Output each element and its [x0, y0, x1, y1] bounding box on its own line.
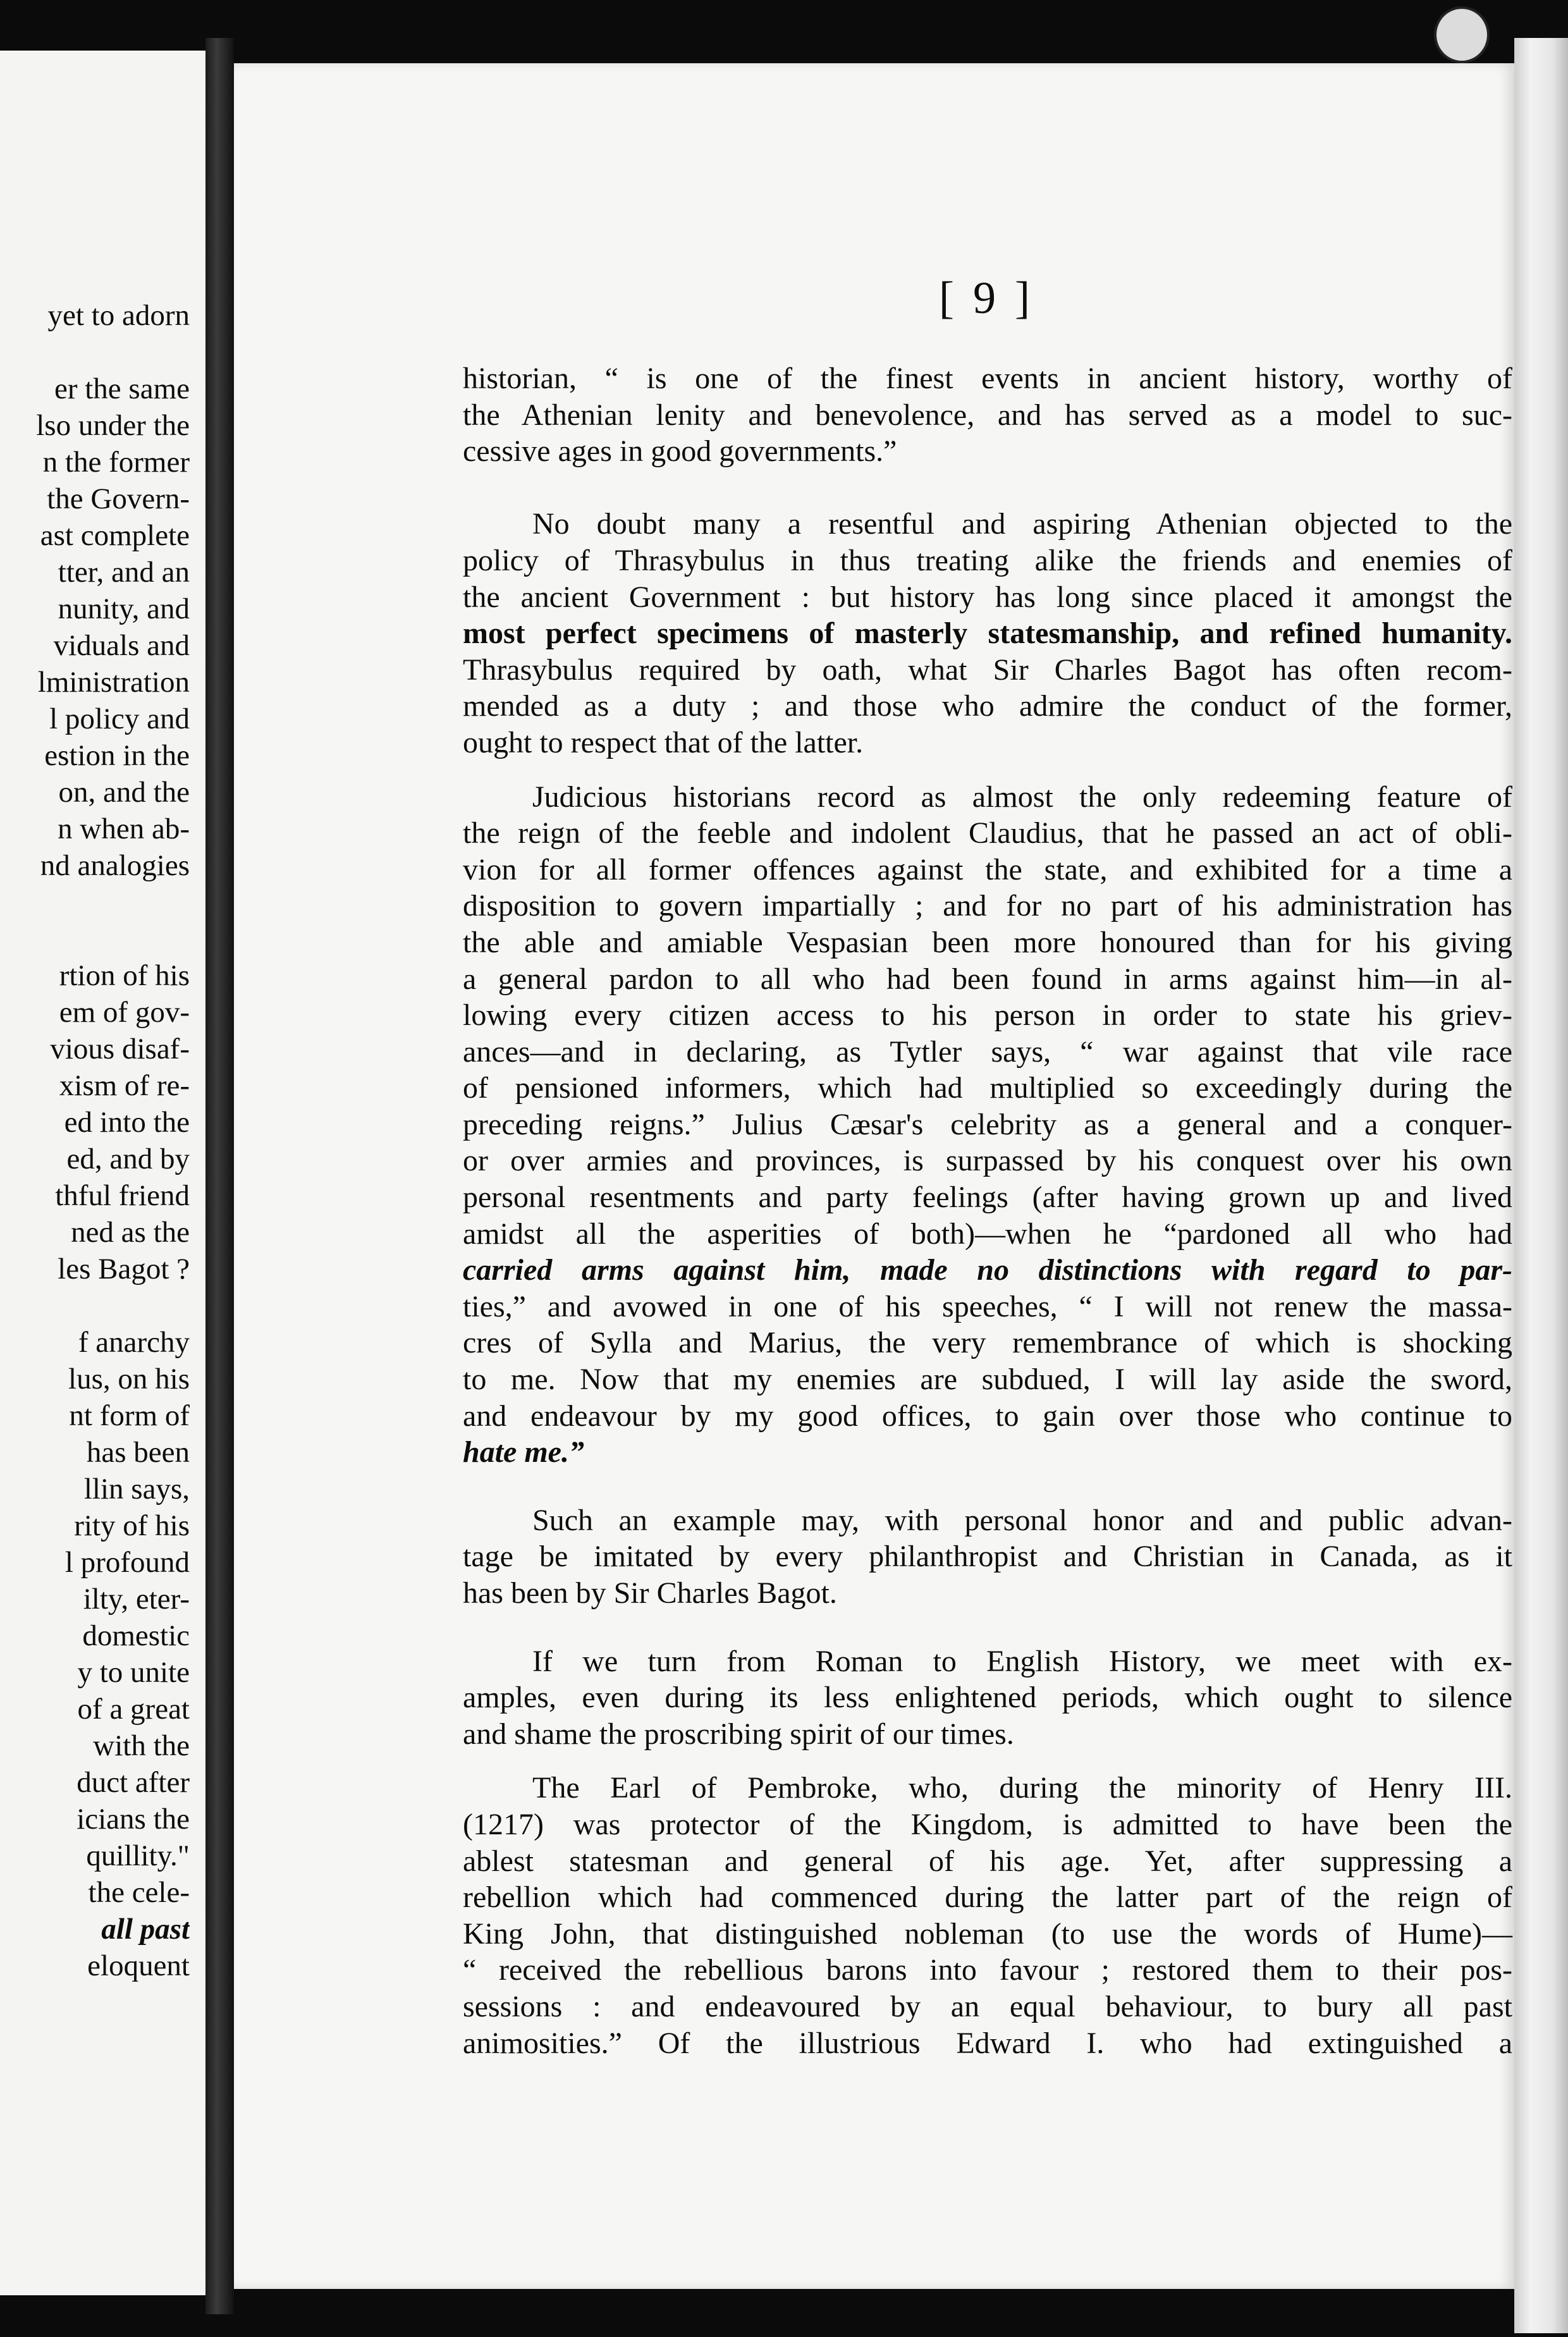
text-line: animosities.” Of the illustrious Edward I. who had extinguished a: [463, 2026, 1512, 2060]
text-line: carried arms against him, made no distinctions with regard to par-: [463, 1253, 1512, 1287]
text-line: to me. Now that my enemies are subdued, I will lay aside the sword,: [463, 1363, 1512, 1397]
left-page-line: xism of re-: [59, 1069, 190, 1102]
left-page-line: has been: [86, 1436, 190, 1469]
left-page-line: lus, on his: [68, 1363, 190, 1395]
text-line: King John, that distinguished nobleman (to use the words of Hume)—: [463, 1917, 1512, 1951]
page-edge-stack: [1514, 38, 1568, 2333]
left-page-line: tter, and an: [58, 556, 190, 589]
paragraph-6: [463, 1770, 1512, 2061]
left-page-line: [0, 1287, 190, 1324]
left-page-line: nd analogies: [40, 849, 190, 882]
page-number: [ 9 ]: [939, 273, 1034, 323]
left-page-line: viduals and: [53, 629, 190, 662]
left-page-line: the cele-: [88, 1876, 190, 1909]
left-page-line: [0, 921, 190, 957]
text-line: hate me.”: [463, 1435, 584, 1469]
text-line: rebellion which had commenced during the latter part of the reign of: [463, 1880, 1512, 1915]
text-line: Such an example may, with personal honor and and public advan-: [532, 1503, 1512, 1537]
text-line: of pensioned informers, which had multiplied so exceedingly during the: [463, 1071, 1512, 1105]
left-page-line: vious disaf-: [50, 1033, 190, 1065]
left-page-line: thful friend: [55, 1179, 190, 1212]
left-page-line: rtion of his: [59, 959, 190, 992]
text-line: preceding reigns.” Julius Cæsar's celebrity as a general and a conquer-: [463, 1107, 1512, 1141]
left-page-line: n when ab-: [58, 813, 190, 845]
left-page-line: of a great: [77, 1693, 190, 1726]
text-line: cessive ages in good governments.”: [463, 434, 897, 469]
text-line: Judicious historians record as almost the only redeeming feature of: [532, 780, 1512, 814]
text-line: lowing every citizen access to his person in order to state his griev-: [463, 998, 1512, 1033]
left-page-line: the Govern-: [47, 482, 190, 515]
left-page-line: n the former: [42, 446, 190, 479]
paragraph-2: [463, 506, 1512, 761]
text-line: and endeavour by my good offices, to gain over those who continue to: [463, 1399, 1512, 1433]
text-line: (1217) was protector of the Kingdom, is admitted to have been the: [463, 1807, 1512, 1841]
paragraph-3: [463, 779, 1512, 1471]
left-page-line: em of gov-: [59, 996, 190, 1029]
left-page-line: all past: [101, 1913, 190, 1946]
paragraph-1: [463, 360, 1512, 470]
paragraph-4: [463, 1502, 1512, 1612]
left-page-line: yet to adorn: [47, 299, 190, 332]
paragraph-5: [463, 1643, 1512, 1753]
left-page-line: ed into the: [64, 1106, 190, 1139]
text-line: a general pardon to all who had been found in arms against him—in al-: [463, 962, 1512, 996]
left-page-line: nunity, and: [58, 592, 190, 625]
text-line: “ received the rebellious barons into favour ; restored them to their pos-: [463, 1953, 1512, 1987]
left-page-line: icians the: [77, 1803, 190, 1836]
text-line: vion for all former offences against the state, and exhibited for a time a: [463, 852, 1512, 886]
left-page-line: ned as the: [71, 1216, 190, 1249]
text-line: ances—and in declaring, as Tytler says, “ war against that vile race: [463, 1034, 1512, 1069]
left-page-line: l policy and: [49, 702, 190, 735]
text-line: has been by Sir Charles Bagot.: [463, 1576, 837, 1610]
left-page-line: quillity.": [86, 1839, 190, 1872]
left-page-line: eloquent: [87, 1949, 190, 1982]
book-binding-gutter: [205, 38, 234, 2314]
left-page-fragment: [0, 51, 209, 2295]
text-line: amples, even during its less enlightened periods, which ought to silence: [463, 1681, 1512, 1715]
left-page-line: ed, and by: [66, 1143, 190, 1175]
left-page-line: [0, 884, 190, 921]
left-page-line: ast complete: [40, 519, 190, 552]
text-line: If we turn from Roman to English History, we meet with ex-: [532, 1644, 1512, 1678]
left-page-line: l profound: [64, 1546, 190, 1579]
left-page-line: f anarchy: [78, 1326, 190, 1359]
left-page-line: er the same: [54, 372, 190, 405]
left-page-line: duct after: [77, 1766, 190, 1799]
scanner-hole-mark: [1434, 6, 1490, 63]
left-page-line: nt form of: [69, 1399, 190, 1432]
left-page-text: [0, 297, 190, 1984]
text-line: mended as a duty ; and those who admire the conduct of the former,: [463, 689, 1512, 723]
text-line: Thrasybulus required by oath, what Sir Charles Bagot has often recom-: [463, 653, 1512, 687]
text-line: policy of Thrasybulus in thus treating alike the friends and enemies of: [463, 543, 1512, 577]
left-page-line: [0, 334, 190, 371]
text-line: No doubt many a resentful and aspiring Athenian objected to the: [532, 507, 1512, 541]
text-line: ought to respect that of the latter.: [463, 725, 864, 759]
text-line: ablest statesman and general of his age. Yet, after suppressing a: [463, 1844, 1512, 1878]
text-line: or over armies and provinces, is surpassed by his conquest over his own: [463, 1144, 1512, 1178]
text-line: most perfect specimens of masterly statesmanship, and refined humanity.: [463, 616, 1512, 651]
text-line: personal resentments and party feelings (after having grown up and lived: [463, 1181, 1512, 1215]
text-line: the Athenian lenity and benevolence, and has served as a model to suc-: [463, 398, 1512, 432]
left-page-line: lministration: [37, 666, 190, 699]
text-line: amidst all the asperities of both)—when he “pardoned all who had: [463, 1217, 1512, 1251]
left-page-line: rity of his: [74, 1509, 190, 1542]
main-page: [234, 63, 1514, 2289]
text-line: tage be imitated by every philanthropist and Christian in Canada, as it: [463, 1540, 1512, 1574]
left-page-line: with the: [93, 1729, 190, 1762]
text-line: historian, “ is one of the finest events in ancient history, worthy of: [463, 362, 1512, 395]
left-page-line: y to unite: [77, 1656, 190, 1689]
left-page-line: on, and the: [58, 776, 190, 809]
left-page-line: estion in the: [44, 739, 190, 772]
text-line: and shame the proscribing spirit of our times.: [463, 1717, 1014, 1751]
text-line: cres of Sylla and Marius, the very remembrance of which is shocking: [463, 1326, 1512, 1360]
text-line: the reign of the feeble and indolent Claudius, that he passed an act of obli-: [463, 816, 1512, 850]
text-line: The Earl of Pembroke, who, during the minority of Henry III.: [532, 1771, 1512, 1805]
left-page-line: les Bagot ?: [58, 1253, 190, 1285]
left-page-line: llin says,: [83, 1473, 190, 1506]
left-page-line: lso under the: [36, 409, 190, 442]
text-line: the able and amiable Vespasian been more honoured than for his giving: [463, 925, 1512, 959]
left-page-line: ilty, eter-: [83, 1583, 190, 1616]
text-line: ties,” and avowed in one of his speeches, “ I will not renew the massa-: [463, 1289, 1512, 1323]
page-body: [463, 360, 1512, 2061]
text-line: the ancient Government : but history has long since placed it amongst the: [463, 580, 1512, 614]
text-line: disposition to govern impartially ; and for no part of his administration has: [463, 889, 1512, 923]
left-page-line: domestic: [82, 1619, 190, 1652]
text-line: sessions : and endeavoured by an equal behaviour, to bury all past: [463, 1989, 1512, 2023]
